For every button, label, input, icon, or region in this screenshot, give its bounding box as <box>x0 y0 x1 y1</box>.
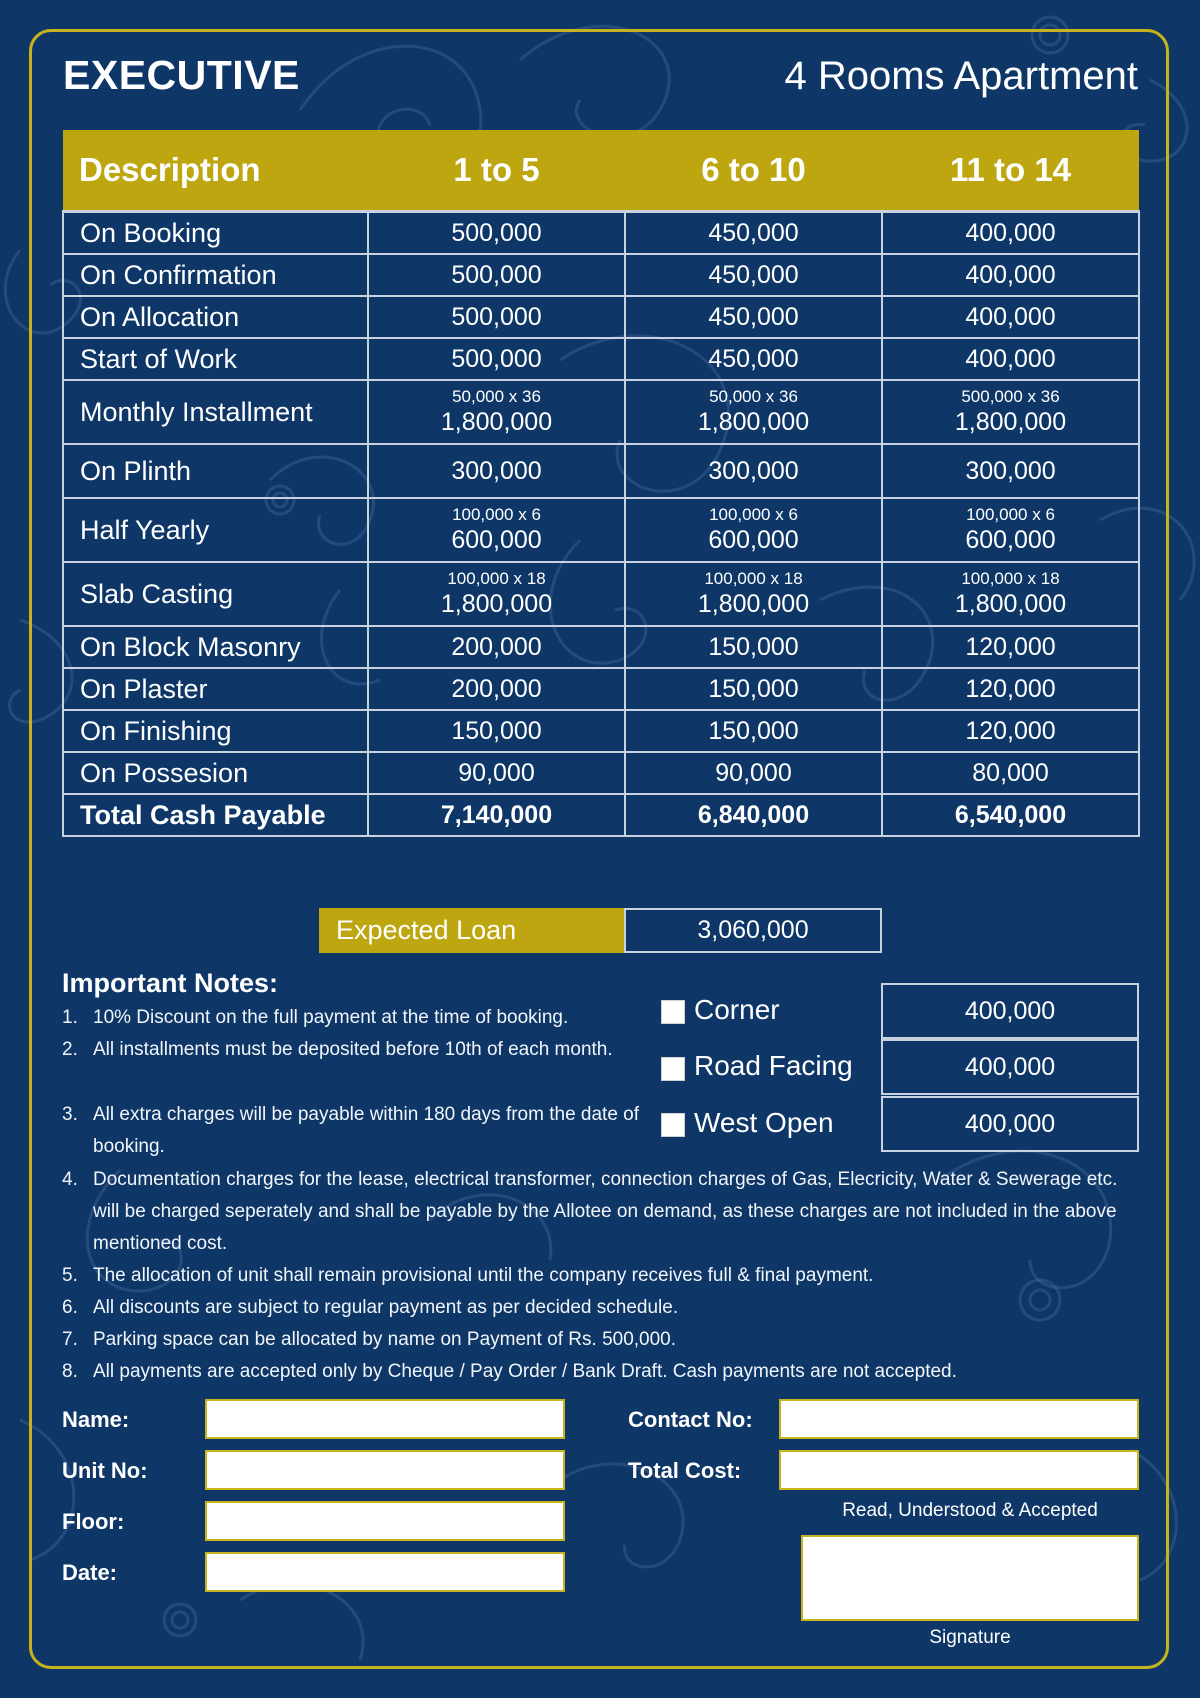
table-cell: 450,000 <box>625 296 882 338</box>
table-cell: 90,000 <box>625 752 882 794</box>
row-label: On Finishing <box>63 710 368 752</box>
note-item <box>62 1164 1142 1260</box>
note-number: 1. <box>62 1007 78 1028</box>
table-cell: 400,000 <box>882 296 1139 338</box>
table-cell: 500,000 <box>368 254 625 296</box>
floor-label: Floor: <box>62 1509 125 1534</box>
installment-amount: 1,800,000 <box>697 408 810 436</box>
expected-loan-value: 3,060,000 <box>624 908 882 953</box>
road-facing-checkbox[interactable] <box>661 1057 685 1081</box>
note-text: All discounts are subject to regular payment as per decided schedule. <box>93 1297 679 1318</box>
note-item <box>62 1356 1142 1388</box>
installment-amount: 600,000 <box>451 526 542 554</box>
total-cost-field[interactable] <box>779 1450 1139 1490</box>
table-cell <box>882 498 1139 562</box>
note-item <box>62 1324 1142 1356</box>
table-cell: 500,000 <box>368 296 625 338</box>
row-label: On Booking <box>63 212 368 255</box>
column-header: 11 to 14 <box>882 130 1139 212</box>
table-cell: 450,000 <box>625 212 882 255</box>
acceptance-text: Read, Understood & Accepted <box>842 1500 1098 1521</box>
table-cell: 450,000 <box>625 254 882 296</box>
table-cell: 90,000 <box>368 752 625 794</box>
table-cell: 7,140,000 <box>368 794 625 836</box>
west-open-charge: 400,000 <box>881 1096 1139 1152</box>
row-label: On Plaster <box>63 668 368 710</box>
name-label: Name: <box>62 1407 130 1432</box>
table-cell: 300,000 <box>882 444 1139 498</box>
note-text: All installments must be deposited before 10th of each month. <box>93 1039 613 1060</box>
table-cell: 300,000 <box>625 444 882 498</box>
note-number: 2. <box>62 1039 78 1060</box>
table-row <box>63 254 1139 296</box>
row-label: Start of Work <box>63 338 368 380</box>
table-row <box>63 626 1139 668</box>
table-cell: 400,000 <box>882 254 1139 296</box>
row-label: On Block Masonry <box>63 626 368 668</box>
note-text: Parking space can be allocated by name on Payment of Rs. 500,000. <box>93 1329 677 1350</box>
total-cost-label: Total Cost: <box>628 1458 742 1483</box>
table-row <box>63 562 1139 626</box>
plan-title: EXECUTIVE <box>63 52 300 98</box>
installment-amount: 1,800,000 <box>954 408 1067 436</box>
table-cell: 150,000 <box>625 668 882 710</box>
installment-calc: 500,000 x 36 <box>961 387 1060 406</box>
floor-field[interactable] <box>205 1501 565 1541</box>
row-label: On Plinth <box>63 444 368 498</box>
note-item <box>62 1002 632 1034</box>
table-cell <box>368 380 625 444</box>
plan-subtitle: 4 Rooms Apartment <box>784 54 1138 98</box>
note-text: 10% Discount on the full payment at the time of booking. <box>93 1007 569 1028</box>
note-item <box>62 1292 1142 1324</box>
row-label: Half Yearly <box>63 498 368 562</box>
table-cell: 80,000 <box>882 752 1139 794</box>
installment-calc: 100,000 x 6 <box>709 505 798 524</box>
row-label: Monthly Installment <box>63 380 368 444</box>
column-header: Description <box>63 130 368 212</box>
table-cell: 200,000 <box>368 626 625 668</box>
table-row <box>63 752 1139 794</box>
note-text: The allocation of unit shall remain provisional until the company receives full & final payment. <box>93 1265 874 1286</box>
west-open-checkbox[interactable] <box>661 1113 685 1137</box>
note-text: All extra charges will be payable within 180 days from the date of booking. <box>93 1104 640 1157</box>
west-open-label: West Open <box>694 1107 834 1138</box>
table-cell <box>625 498 882 562</box>
date-label: Date: <box>62 1560 118 1585</box>
date-field[interactable] <box>205 1552 565 1592</box>
table-row <box>63 212 1139 255</box>
expected-loan-label: Expected Loan <box>319 908 624 953</box>
installment-amount: 1,800,000 <box>440 590 553 618</box>
name-field[interactable] <box>205 1399 565 1439</box>
note-item <box>62 1260 1142 1292</box>
table-cell <box>368 562 625 626</box>
table-cell: 450,000 <box>625 338 882 380</box>
signature-label: Signature <box>929 1627 1011 1648</box>
note-number: 5. <box>62 1265 78 1286</box>
installment-calc: 50,000 x 36 <box>709 387 798 406</box>
table-row <box>63 338 1139 380</box>
corner-label: Corner <box>694 994 780 1025</box>
row-label: Total Cash Payable <box>63 794 368 836</box>
table-row <box>63 668 1139 710</box>
table-cell: 400,000 <box>882 338 1139 380</box>
note-number: 6. <box>62 1297 78 1318</box>
table-cell: 120,000 <box>882 710 1139 752</box>
note-number: 3. <box>62 1104 78 1125</box>
row-label: On Possesion <box>63 752 368 794</box>
table-cell: 400,000 <box>882 212 1139 255</box>
note-text: Documentation charges for the lease, electrical transformer, connection charges of Gas, Elecricity, Water & Sewerage etc. will be charged seperately and shall be payable by the Allotee on demand, as these charges are not included in the above mentioned cost. <box>93 1169 1118 1254</box>
table-cell: 120,000 <box>882 668 1139 710</box>
installment-calc: 100,000 x 6 <box>452 505 541 524</box>
table-cell: 200,000 <box>368 668 625 710</box>
table-cell <box>882 562 1139 626</box>
installment-amount: 1,800,000 <box>697 590 810 618</box>
signature-box[interactable] <box>801 1535 1139 1621</box>
installment-amount: 600,000 <box>965 526 1056 554</box>
table-cell: 150,000 <box>625 710 882 752</box>
table-cell <box>882 380 1139 444</box>
installment-calc: 50,000 x 36 <box>452 387 541 406</box>
total-row <box>63 794 1139 836</box>
table-cell: 6,540,000 <box>882 794 1139 836</box>
table-cell: 120,000 <box>882 626 1139 668</box>
contact-no-field[interactable] <box>779 1399 1139 1439</box>
installment-amount: 1,800,000 <box>440 408 553 436</box>
table-cell <box>625 562 882 626</box>
installment-calc: 100,000 x 18 <box>704 569 803 588</box>
table-cell: 6,840,000 <box>625 794 882 836</box>
unit-no-field[interactable] <box>205 1450 565 1490</box>
table-cell: 300,000 <box>368 444 625 498</box>
installment-calc: 100,000 x 18 <box>447 569 546 588</box>
note-text: All payments are accepted only by Cheque / Pay Order / Bank Draft. Cash payments are not accepted. <box>93 1361 957 1382</box>
unit-no-label: Unit No: <box>62 1458 148 1483</box>
note-number: 4. <box>62 1169 78 1190</box>
note-number: 7. <box>62 1329 78 1350</box>
column-header: 1 to 5 <box>368 130 625 212</box>
table-row <box>63 710 1139 752</box>
table-cell: 150,000 <box>625 626 882 668</box>
column-header: 6 to 10 <box>625 130 882 212</box>
installment-amount: 1,800,000 <box>954 590 1067 618</box>
table-cell <box>625 380 882 444</box>
payment-schedule-table <box>62 130 1140 837</box>
row-label: On Allocation <box>63 296 368 338</box>
corner-checkbox[interactable] <box>661 1000 685 1024</box>
note-item <box>62 1099 642 1163</box>
corner-charge: 400,000 <box>881 983 1139 1039</box>
road-facing-charge: 400,000 <box>881 1039 1139 1095</box>
note-item <box>62 1034 632 1066</box>
table-cell: 500,000 <box>368 212 625 255</box>
table-row <box>63 444 1139 498</box>
note-number: 8. <box>62 1361 78 1382</box>
table-header-row <box>63 130 1139 212</box>
row-label: On Confirmation <box>63 254 368 296</box>
table-row <box>63 296 1139 338</box>
table-row <box>63 380 1139 444</box>
contact-no-label: Contact No: <box>628 1407 753 1432</box>
row-label: Slab Casting <box>63 562 368 626</box>
installment-calc: 100,000 x 18 <box>961 569 1060 588</box>
installment-amount: 600,000 <box>708 526 799 554</box>
table-cell <box>368 498 625 562</box>
table-cell: 150,000 <box>368 710 625 752</box>
notes-title: Important Notes: <box>62 968 278 998</box>
table-cell: 500,000 <box>368 338 625 380</box>
road-facing-label: Road Facing <box>694 1050 853 1081</box>
installment-calc: 100,000 x 6 <box>966 505 1055 524</box>
table-row <box>63 498 1139 562</box>
